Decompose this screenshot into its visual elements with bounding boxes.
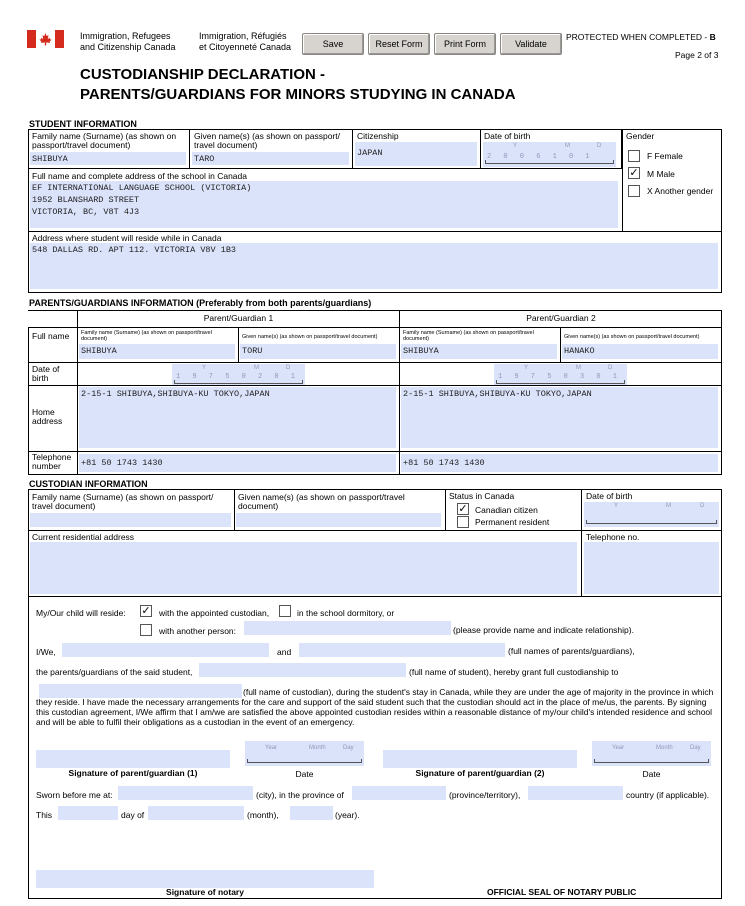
student-citizenship-input[interactable]: JAPAN	[355, 142, 477, 166]
protected-notice	[566, 33, 716, 42]
student-name-input[interactable]	[199, 663, 406, 677]
p2-address-input[interactable]: 2-15-1 SHIBUYA,SHIBUYA-KU TOKYO,JAPAN	[401, 387, 718, 448]
ymd-year: Year	[612, 745, 625, 751]
permanent-resident-checkbox[interactable]	[457, 516, 469, 528]
year-label: (year).	[335, 810, 360, 820]
cust-telephone-input[interactable]	[584, 542, 719, 594]
ymd-d: D	[608, 365, 613, 371]
ymd-month: Month	[309, 745, 326, 751]
page-title-line1: CUSTODIANSHIP DECLARATION -	[80, 66, 326, 83]
protected-letter: B	[709, 32, 716, 42]
sworn-province-input[interactable]	[352, 786, 446, 800]
another-person-input[interactable]	[244, 621, 451, 635]
p1-address-input[interactable]: 2-15-1 SHIBUYA,SHIBUYA-KU TOKYO,JAPAN	[79, 387, 396, 448]
save-button[interactable]: Save	[302, 33, 364, 55]
date-ticks	[586, 520, 717, 524]
p2-telephone-input[interactable]: +81 50 1743 1430	[401, 454, 718, 472]
another-person-checkbox[interactable]	[140, 624, 152, 636]
date-ticks	[174, 380, 303, 384]
org-fr-line2: et Citoyenneté Canada	[199, 42, 292, 52]
cust-family-label: Family name (Surname) (as shown on passport/ travel document)	[32, 492, 214, 511]
full-student-label: (full name of student), hereby grant full custodianship to	[409, 667, 619, 677]
parents-of-label: the parents/guardians of the said student,	[36, 667, 193, 677]
city-label: (city), in the province of	[256, 790, 344, 800]
print-form-button[interactable]: Print Form	[434, 33, 496, 55]
sworn-day-input[interactable]	[58, 806, 118, 820]
declaration-paragraph: (full name of custodian), during the student's stay in Canada, while they are under the age of majority in the province in which they reside. I have made the necessary arrangements for the care and support of the said student such that the custodian should act in the place of me/us, the parents. By signing this custodian agreement, I/We affirm that I am/we are satisfied the above appointed custodian resides within a reasonable distance of my/our child's intended residence and school and will be able to fulfil their obligations as a custodian in the event of an emergency.	[36, 687, 714, 727]
student-family-input[interactable]: SHIBUYA	[30, 152, 186, 165]
gender-other-checkbox[interactable]	[628, 185, 640, 197]
cust-dob-input[interactable]	[584, 502, 719, 527]
ymd-y: Y	[202, 365, 207, 371]
ymd-month: Month	[656, 745, 673, 751]
cust-status-label: Status in Canada	[449, 491, 515, 501]
parent1-header: Parent/Guardian 1	[203, 313, 274, 323]
student-dob-label: Date of birth	[484, 131, 531, 141]
parent-name2-input[interactable]	[299, 643, 505, 657]
dormitory-label: in the school dormitory, or	[297, 608, 395, 618]
provide-name-label: (please provide name and indicate relationship).	[453, 625, 634, 635]
date-ticks	[496, 380, 625, 384]
notary-seal-label: OFFICIAL SEAL OF NOTARY PUBLIC	[487, 887, 637, 897]
sworn-city-input[interactable]	[118, 786, 253, 800]
month-label: (month),	[247, 810, 279, 820]
sworn-country-input[interactable]	[528, 786, 623, 800]
gender-female-label: F Female	[647, 151, 683, 161]
p2-family-label: Family name (Surname) (as shown on passport/travel document)	[403, 330, 534, 342]
sig1-date-label: Date	[295, 769, 314, 779]
cust-dob-label: Date of birth	[586, 491, 633, 501]
notary-signature-input[interactable]	[36, 870, 374, 888]
this-label: This	[36, 810, 53, 820]
ymd-day: Day	[343, 745, 354, 751]
p1-telephone-input[interactable]: +81 50 1743 1430	[79, 454, 396, 472]
notary-signature-label: Signature of notary	[166, 887, 244, 897]
dormitory-checkbox[interactable]	[279, 605, 291, 617]
residence-label: Address where student will reside while in Canada	[32, 233, 222, 243]
iwe-label: I/We,	[36, 647, 56, 657]
ymd-d: D	[700, 503, 705, 509]
cust-address-input[interactable]	[30, 542, 577, 594]
school-input[interactable]: EF INTERNATIONAL LANGUAGE SCHOOL (VICTORIA) 1952 BLANSHARD STREET VICTORIA, BC, V8T 4J3	[30, 181, 618, 228]
ymd-day: Day	[690, 745, 701, 751]
canadian-citizen-checkbox[interactable]: ✓	[458, 503, 468, 515]
residence-input[interactable]: 548 DALLAS RD. APT 112. VICTORIA V8V 1B3	[30, 243, 718, 289]
p2-dob-value: 1 9 7 5 0 3 0 1	[498, 373, 622, 381]
student-dob-input[interactable]	[483, 142, 616, 167]
and-label: and	[277, 647, 292, 657]
p1-dob-value: 1 9 7 5 0 2 0 1	[176, 373, 300, 381]
ymd-y: Y	[614, 503, 619, 509]
ymd-m: M	[666, 503, 671, 509]
date-ticks	[485, 160, 614, 164]
gender-female-checkbox[interactable]	[628, 150, 640, 162]
sig1-date-input[interactable]	[245, 741, 364, 766]
p2-given-input[interactable]: HANAKO	[562, 344, 718, 359]
date-ticks	[594, 759, 709, 763]
page-title-line2: PARENTS/GUARDIANS FOR MINORS STUDYING IN CANADA	[80, 86, 516, 103]
student-family-label: Family name (Surname) (as shown on passport/travel document)	[32, 131, 177, 150]
permanent-resident-label: Permanent resident	[475, 517, 550, 527]
cust-address-label: Current residential address	[32, 532, 135, 542]
gender-male-checkbox[interactable]: ✓	[629, 167, 639, 179]
dob-row-label: Date of birth	[32, 364, 60, 383]
home-address-row-label: Home address	[32, 407, 63, 426]
canadian-citizen-label: Canadian citizen	[475, 505, 538, 515]
p1-dob-input[interactable]	[172, 364, 305, 385]
org-fr-line1: Immigration, Réfugiés	[199, 31, 287, 41]
telephone-row-label: Telephone number	[32, 452, 72, 471]
with-custodian-label: with the appointed custodian,	[159, 608, 270, 618]
p1-given-label: Given name(s) (as shown on passport/travel document)	[242, 334, 378, 340]
p1-family-input[interactable]: SHIBUYA	[79, 344, 235, 359]
cust-telephone-label: Telephone no.	[586, 532, 640, 542]
signature-parent2-input[interactable]	[383, 750, 577, 768]
ymd-d: D	[597, 143, 602, 149]
signature-parent2-label: Signature of parent/guardian (2)	[415, 768, 545, 778]
ymd-d: D	[286, 365, 291, 371]
ymd-m: M	[576, 365, 581, 371]
student-given-input[interactable]: TARO	[192, 152, 349, 165]
sig2-date-label: Date	[642, 769, 661, 779]
p2-given-label: Given name(s) (as shown on passport/travel document)	[564, 334, 700, 340]
validate-button[interactable]: Validate	[500, 33, 562, 55]
ymd-m: M	[254, 365, 259, 371]
gender-other-label: X Another gender	[647, 186, 714, 196]
another-person-label: with another person:	[159, 626, 237, 636]
gender-label: Gender	[626, 131, 655, 141]
reset-form-button[interactable]: Reset Form	[368, 33, 430, 55]
org-name-en	[80, 31, 176, 53]
ymd-y: Y	[524, 365, 529, 371]
custodian-section-title: CUSTODIAN INFORMATION	[29, 479, 148, 489]
signature-parent1-input[interactable]	[36, 750, 230, 768]
cust-given-input[interactable]	[236, 513, 441, 527]
ymd-y: Y	[513, 143, 518, 149]
school-label: Full name and complete address of the school in Canada	[32, 171, 247, 181]
p2-dob-input[interactable]	[494, 364, 627, 385]
protected-text: PROTECTED WHEN COMPLETED -	[566, 32, 710, 42]
reside-label: My/Our child will reside:	[36, 608, 126, 618]
gender-male-label: M Male	[647, 169, 675, 179]
student-section-title: STUDENT INFORMATION	[29, 119, 137, 129]
day-of-label: day of	[121, 810, 145, 820]
p1-given-input[interactable]: TORU	[240, 344, 396, 359]
p2-family-input[interactable]: SHIBUYA	[401, 344, 557, 359]
signature-parent1-label: Signature of parent/guardian (1)	[68, 768, 198, 778]
canada-flag-icon	[27, 30, 64, 48]
org-en-line1: Immigration, Refugees	[80, 31, 171, 41]
ymd-m: M	[565, 143, 570, 149]
sworn-month-input[interactable]	[148, 806, 244, 820]
date-ticks	[247, 759, 362, 763]
province-label: (province/territory),	[449, 790, 521, 800]
ymd-year: Year	[265, 745, 278, 751]
full-name-row-label: Full name	[32, 331, 70, 341]
with-custodian-checkbox[interactable]: ✓	[141, 605, 151, 617]
cust-family-input[interactable]	[30, 513, 231, 527]
org-name-fr	[199, 31, 291, 53]
org-en-line2: and Citizenship Canada	[80, 42, 176, 52]
student-citizenship-label: Citizenship	[357, 131, 399, 141]
sworn-label: Sworn before me at:	[36, 790, 113, 800]
page-number: Page 2 of 3	[675, 50, 719, 60]
cust-given-label: Given name(s) (as shown on passport/travel document)	[238, 492, 405, 511]
student-given-label: Given name(s) (as shown on passport/ travel document)	[194, 131, 340, 150]
parent2-header: Parent/Guardian 2	[526, 313, 596, 323]
p1-family-label: Family name (Surname) (as shown on passport/travel document)	[81, 330, 212, 342]
country-label: country (if applicable).	[626, 790, 710, 800]
parents-section-title: PARENTS/GUARDIANS INFORMATION (Preferably from both parents/guardians)	[29, 298, 372, 308]
sig2-date-input[interactable]	[592, 741, 711, 766]
full-names-label: (full names of parents/guardians),	[508, 646, 635, 656]
sworn-year-input[interactable]	[290, 806, 333, 820]
parent-name1-input[interactable]	[62, 643, 269, 657]
student-dob-value: 2 0 0 6 1 0 1	[487, 153, 594, 161]
